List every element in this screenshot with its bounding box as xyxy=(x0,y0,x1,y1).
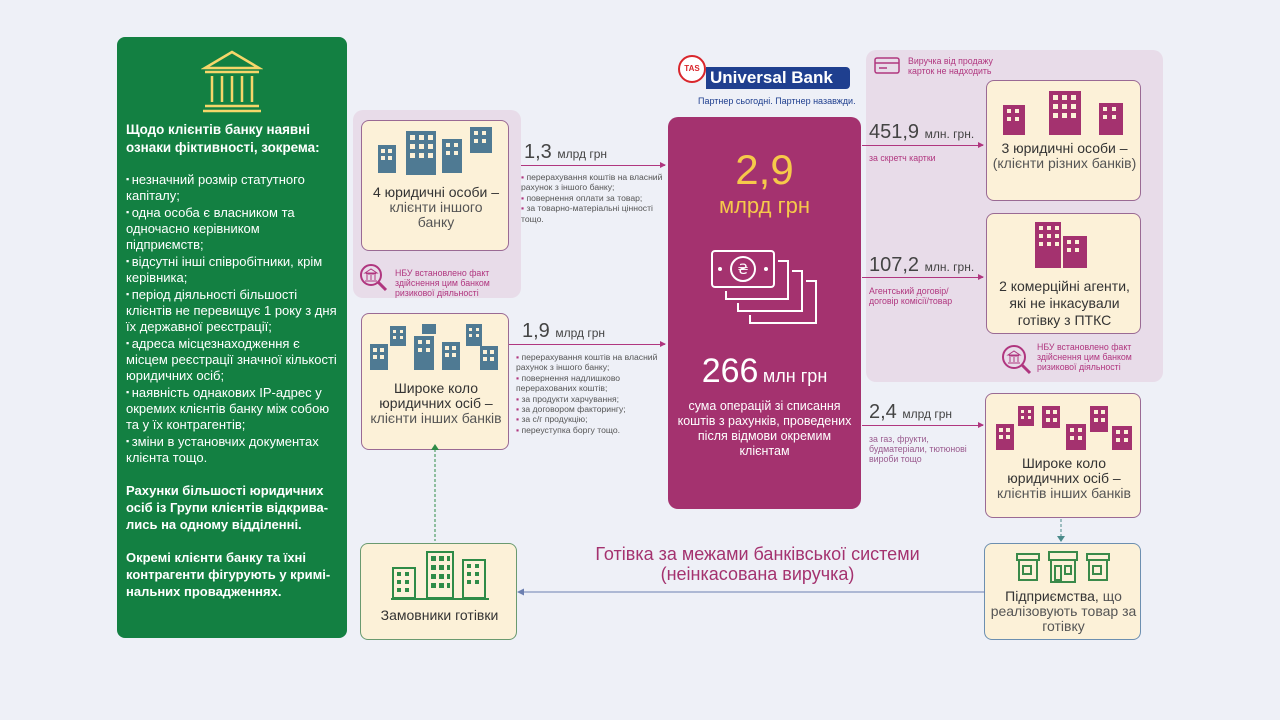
flow5-arrow xyxy=(862,425,983,426)
long-arrow-left xyxy=(517,587,985,597)
criminal-paragraph: Окремі клієнти банку та їхні контрагенти фігурують у кримі-нальних провадженнях. xyxy=(126,550,331,599)
center-mid-value: 266 xyxy=(701,352,759,390)
flow4-note: Агентський договір/ договір комісії/товар xyxy=(869,286,953,306)
flow5-amount-value: 2,4 xyxy=(869,401,897,423)
flow2-arrow xyxy=(509,344,665,345)
box-wide-range-right xyxy=(985,393,1141,518)
center-mid-unit: млн грн xyxy=(762,366,828,386)
list-item: ▪ повернення оплати за товар; xyxy=(521,193,667,203)
flow1-amount xyxy=(524,141,607,164)
nbu-note-left: НБУ встановлено факт здійснення цим банком ризикової діяльності xyxy=(395,268,490,298)
tas-logo-icon xyxy=(678,55,706,83)
flow3-arrow xyxy=(862,145,983,146)
buildings-icon xyxy=(376,125,496,181)
card-icon xyxy=(873,56,903,76)
flow3-unit: млн. грн. xyxy=(924,127,975,141)
box-4-legal-entities-subtitle: клієнти іншого банку xyxy=(389,199,483,230)
magnifier-bank-icon xyxy=(1000,343,1034,375)
flow2-purposes xyxy=(516,352,666,435)
box-4-legal-entities-text xyxy=(370,185,502,230)
flow2-amount-value: 1,9 xyxy=(522,320,550,342)
signs-list xyxy=(126,171,339,466)
flow1-unit: млрд грн xyxy=(557,147,608,161)
list-item: ▪ адреса місцезнаходження є місцем реєстрації значної кількості юридичних осіб; xyxy=(126,335,339,384)
left-info-panel xyxy=(117,37,347,638)
magnifier-bank-icon xyxy=(357,262,391,292)
cash-outside-caption: Готівка за межами банківської системи (неінкасована виручка) xyxy=(595,544,920,584)
box-cash-enterprises-subtitle: що реалізовують товар за готівку xyxy=(990,588,1137,634)
flow2-unit: млрд грн xyxy=(555,326,606,340)
center-big-amount: 2,9 xyxy=(735,146,794,193)
center-mid-amount xyxy=(668,353,861,396)
flow4-arrow xyxy=(862,277,983,278)
list-item: ▪ одна особа є власником та одночасно керівником підприємств; xyxy=(126,204,339,253)
box-wide-range-left xyxy=(361,313,509,450)
box-wide-range-right-title: Широке коло юридичних осіб – xyxy=(1007,455,1121,486)
box-wide-range-left-title: Широке коло юридичних осіб – xyxy=(379,380,493,411)
bank-logo xyxy=(678,55,856,111)
box-4-legal-entities xyxy=(361,120,509,251)
flow4-unit: млн. грн. xyxy=(924,260,975,274)
list-item: ▪ наявність однакових IP-адрес у окремих клієнтів банку між собою та у їх контрагентів; xyxy=(126,384,339,433)
flow5-note: за газ, фрукти, будматеріали, тютюнові вироби тощо xyxy=(869,434,967,464)
flow1-purposes xyxy=(521,172,667,224)
box-cash-customers xyxy=(360,543,517,640)
box-3-legal-entities xyxy=(986,80,1141,201)
flow3-amount-value: 451,9 xyxy=(869,121,920,143)
box-2-commercial-agents xyxy=(986,213,1141,334)
bank-building-icon xyxy=(201,48,263,114)
box-wide-range-left-text xyxy=(370,381,502,426)
box-wide-range-left-subtitle: клієнти інших банків xyxy=(370,410,502,426)
box-cash-enterprises-text xyxy=(989,589,1138,634)
box-4-legal-entities-title: 4 юридичні особи – xyxy=(372,184,500,200)
card-revenue-note: Виручка від продажу карток не надходить xyxy=(908,56,993,76)
list-item: ▪ незначний розмір статутного капіталу; xyxy=(126,171,339,204)
list-item: ▪ відсутні інші співробітники, крім керівника; xyxy=(126,253,339,286)
left-panel-title: Щодо клієнтів банку наявні ознаки фіктивності, зокрема: xyxy=(126,122,320,155)
box-cash-enterprises xyxy=(984,543,1141,640)
list-item: ▪ перерахування коштів на власний рахунок з іншого банку; xyxy=(521,172,667,193)
flow5-amount xyxy=(869,401,952,424)
list-item: ▪ перерахування коштів на власний рахунок з іншого банку; xyxy=(516,352,666,373)
nbu-note-right: НБУ встановлено факт здійснення цим банком ризикової діяльності xyxy=(1037,342,1132,372)
dashed-arrow-up xyxy=(430,443,440,541)
list-item: ▪ зміни в установчих документах клієнта тощо. xyxy=(126,433,339,466)
box-wide-range-right-text xyxy=(992,456,1136,501)
box-cash-customers-text: Замовники готівки xyxy=(380,607,499,623)
list-item: ▪ період діяльності більшості клієнтів не перевищує 1 року з дня їх державної реєстрації; xyxy=(126,286,339,335)
list-item: ▪ переуступка боргу тощо. xyxy=(516,425,666,435)
flow4-amount xyxy=(869,254,974,277)
box-wide-range-right-subtitle: клієнтів інших банків xyxy=(997,485,1131,501)
tas-label: TAS xyxy=(684,64,700,73)
center-description: сума операцій зі списання коштів з рахунків, проведених після відмови окремим клієнтам xyxy=(677,399,852,458)
flow1-amount-value: 1,3 xyxy=(524,141,552,163)
list-item: ▪ повернення надлишково перерахованих коштів; xyxy=(516,373,666,394)
hryvnia-icon: ₴ xyxy=(737,262,749,278)
list-item: ▪ за продукти харчування; xyxy=(516,394,666,404)
building-icon xyxy=(1031,220,1091,272)
box-3-legal-entities-title: 3 юридичні особи – xyxy=(1001,140,1128,156)
banknotes-icon xyxy=(708,247,824,327)
flow3-amount xyxy=(869,121,974,144)
flow4-amount-value: 107,2 xyxy=(869,254,920,276)
center-big-unit: млрд грн xyxy=(718,193,811,218)
flow5-unit: млрд грн xyxy=(902,407,953,421)
box-3-legal-entities-text xyxy=(991,141,1138,171)
buildings-icon xyxy=(994,402,1136,458)
box-3-legal-entities-subtitle: (клієнти різних банків) xyxy=(992,155,1137,171)
buildings-icon xyxy=(368,322,502,378)
buildings-icon xyxy=(391,550,489,602)
shops-icon xyxy=(1015,550,1111,586)
center-summary-box xyxy=(668,117,861,509)
flow2-amount xyxy=(522,320,605,343)
buildings-icon xyxy=(1001,89,1127,139)
list-item: ▪ за договором факторингу; xyxy=(516,404,666,414)
bank-name: Universal Bank xyxy=(706,67,850,89)
list-item: ▪ за с/г продукцію; xyxy=(516,414,666,424)
bank-slogan: Партнер сьогодні. Партнер назавжди. xyxy=(698,96,856,106)
list-item: ▪ за товарно-матеріальні цінності тощо. xyxy=(521,203,667,224)
flow1-arrow xyxy=(521,165,665,166)
box-cash-enterprises-title: Підприємства, xyxy=(1005,588,1099,604)
accounts-paragraph: Рахунки більшості юридичних осіб із Групи клієнтів відкрива-лись на одному відділенні. xyxy=(126,483,329,532)
box-2-commercial-agents-text: 2 комерційні агенти, які не інкасували готівку з ПТКС xyxy=(999,278,1130,328)
dashed-arrow-down xyxy=(1056,519,1066,543)
flow3-note: за скретч картки xyxy=(869,153,936,163)
